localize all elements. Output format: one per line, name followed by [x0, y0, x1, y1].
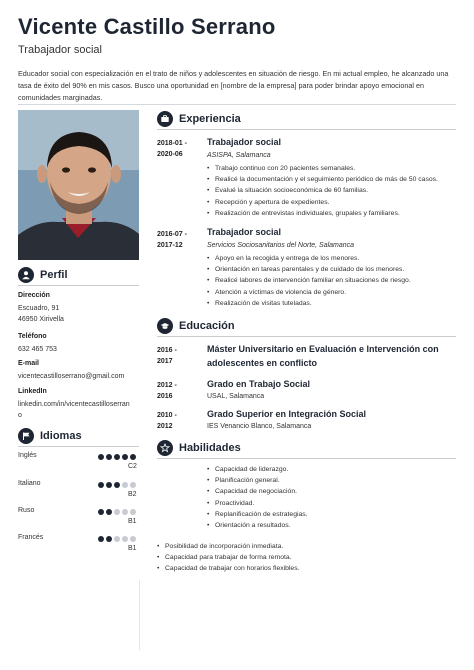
list-item: • Proactividad. — [207, 498, 457, 509]
person-icon — [18, 267, 34, 283]
edu-3-date-end: 2012 — [157, 423, 173, 430]
edu-2-title: Grado en Trabajo Social — [207, 379, 311, 389]
job-1-title: Trabajador social — [207, 137, 282, 147]
skills-section-title: Habilidades — [179, 442, 241, 454]
portrait-image — [18, 110, 139, 260]
list-item: • Recepción y apertura de expedientes. — [207, 197, 457, 208]
address-label: Dirección — [18, 292, 50, 299]
level-dot-filled — [98, 509, 104, 515]
job-2-date-start: 2016-07 - — [157, 231, 187, 238]
flag-icon — [18, 428, 34, 444]
language-level: C2 — [128, 463, 137, 470]
phone-label: Teléfono — [18, 333, 47, 340]
star-icon — [157, 440, 173, 456]
list-item: • Capacidad de negociación. — [207, 486, 457, 497]
briefcase-icon — [157, 111, 173, 127]
email-label: E-mail — [18, 360, 40, 367]
language-level: B1 — [128, 545, 137, 552]
level-dot-filled — [98, 536, 104, 542]
level-dot-empty — [122, 509, 128, 515]
languages-section-line — [18, 446, 139, 447]
edu-1-title-line-1: Máster Universitario en Evaluación e Intervención con — [207, 344, 439, 354]
edu-2-date-end: 2016 — [157, 393, 173, 400]
list-item: • Capacidad para trabajar de forma remota. — [157, 552, 457, 563]
edu-3-title: Grado Superior en Integración Social — [207, 409, 367, 419]
profile-photo — [18, 110, 139, 260]
profile-section-title: Perfil — [40, 269, 68, 281]
list-item: • Realicé labores de intervención familiar en situaciones de riesgo. — [207, 275, 457, 286]
level-dot-empty — [130, 482, 136, 488]
graduation-cap-icon — [157, 318, 173, 334]
edu-3-org: IES Venancio Blanco, Salamanca — [207, 423, 312, 430]
level-dot-filled — [130, 454, 136, 460]
list-item: • Trabajo continuo con 20 pacientes semanales. — [207, 163, 457, 174]
language-name: Francés — [18, 534, 44, 541]
list-item: • Posibilidad de incorporación inmediata. — [157, 541, 457, 552]
level-dot-empty — [122, 482, 128, 488]
level-dot-filled — [106, 509, 112, 515]
list-item: • Replanificación de estrategias. — [207, 509, 457, 520]
language-level: B2 — [128, 491, 137, 498]
language-level-dots — [98, 536, 136, 542]
list-item: • Planificación general. — [207, 475, 457, 486]
list-item: • Orientación a resultados. — [207, 520, 457, 531]
linkedin-value-line-2[interactable]: o — [18, 412, 22, 419]
level-dot-filled — [122, 454, 128, 460]
experience-section-title: Experiencia — [179, 113, 241, 125]
address-line-2: 46950 Xirivella — [18, 316, 64, 323]
language-level-dots — [98, 454, 136, 460]
level-dot-filled — [98, 482, 104, 488]
language-level-dots — [98, 482, 136, 488]
language-name: Ruso — [18, 507, 35, 514]
education-section-line — [157, 336, 456, 337]
languages-section-title: Idiomas — [40, 430, 82, 442]
edu-1-title-line-2: adolescentes en conflicto — [207, 358, 318, 368]
level-dot-empty — [122, 536, 128, 542]
language-level: B1 — [128, 518, 137, 525]
job-title: Trabajador social — [18, 44, 102, 56]
email-value[interactable]: vicentecastilloserrano@gmail.com — [18, 373, 125, 380]
skills-section-header — [157, 440, 241, 456]
column-divider — [139, 580, 140, 650]
list-item: • Realización de entrevistas individuales, grupales y familiares. — [207, 208, 457, 219]
list-item: • Capacidad de trabajar con horarios flexibles. — [157, 563, 457, 574]
job-1-date-end: 2020-06 — [157, 151, 183, 158]
job-2-date-end: 2017-12 — [157, 242, 183, 249]
education-section-header — [157, 318, 235, 334]
list-item: • Orientación en tareas parentales y de cuidado de los menores. — [207, 264, 457, 275]
candidate-name: Vicente Castillo Serrano — [18, 14, 276, 39]
linkedin-value-line-1[interactable]: linkedin.com/in/vicentecastilloserran — [18, 401, 130, 408]
list-item: • Realicé la documentación y el seguimiento periódico de más de 50 casos. — [207, 174, 457, 185]
skills-list — [207, 464, 457, 531]
edu-2-org: USAL, Salamanca — [207, 393, 265, 400]
level-dot-filled — [98, 454, 104, 460]
job-2-title: Trabajador social — [207, 227, 282, 237]
education-section-title: Educación — [179, 320, 235, 332]
skills-section-line — [157, 458, 456, 459]
level-dot-filled — [114, 454, 120, 460]
job-2-bullets — [207, 253, 457, 309]
level-dot-filled — [106, 536, 112, 542]
address-line-1: Escuadro, 91 — [18, 305, 60, 312]
job-2-org: Servicios Sociosanitarios del Norte, Salamanca — [207, 242, 355, 249]
level-dot-filled — [114, 482, 120, 488]
edu-1-date-end: 2017 — [157, 358, 173, 365]
edu-3-date-start: 2010 - — [157, 412, 177, 419]
list-item: • Atención a víctimas de violencia de género. — [207, 287, 457, 298]
header-divider — [18, 104, 456, 105]
list-item: • Capacidad de liderazgo. — [207, 464, 457, 475]
level-dot-empty — [114, 536, 120, 542]
profile-summary: Educador social con especialización en el trato de niños y adolescentes en situación de riesgo. En mi actual empleo, he alcanzado una tasa de éxito del 90% en mis casos. Busco una oportunidad en [nombre de la empresa] para poder brindar apoyo emocional en comunidades marginadas. — [18, 69, 449, 102]
languages-section-header — [18, 428, 82, 444]
language-name: Italiano — [18, 480, 41, 487]
level-dot-empty — [114, 509, 120, 515]
job-1-org: ASISPA, Salamanca — [207, 152, 271, 159]
edu-1-date-start: 2016 - — [157, 347, 177, 354]
experience-section-line — [157, 129, 456, 130]
list-item: • Realización de visitas tuteladas. — [207, 298, 457, 309]
language-name: Inglés — [18, 452, 37, 459]
experience-section-header — [157, 111, 241, 127]
job-1-bullets — [207, 163, 457, 219]
level-dot-empty — [130, 509, 136, 515]
phone-value: 632 465 753 — [18, 346, 57, 353]
profile-section-header — [18, 267, 68, 283]
level-dot-empty — [130, 536, 136, 542]
edu-2-date-start: 2012 - — [157, 382, 177, 389]
list-item: • Apoyo en la recogida y entrega de los menores. — [207, 253, 457, 264]
language-level-dots — [98, 509, 136, 515]
profile-section-line — [18, 285, 139, 286]
extra-list — [157, 541, 457, 575]
level-dot-filled — [106, 454, 112, 460]
job-1-date-start: 2018-01 - — [157, 140, 187, 147]
list-item: • Evalué la situación socioeconómica de 60 familias. — [207, 185, 457, 196]
level-dot-filled — [106, 482, 112, 488]
linkedin-label: LinkedIn — [18, 388, 47, 395]
